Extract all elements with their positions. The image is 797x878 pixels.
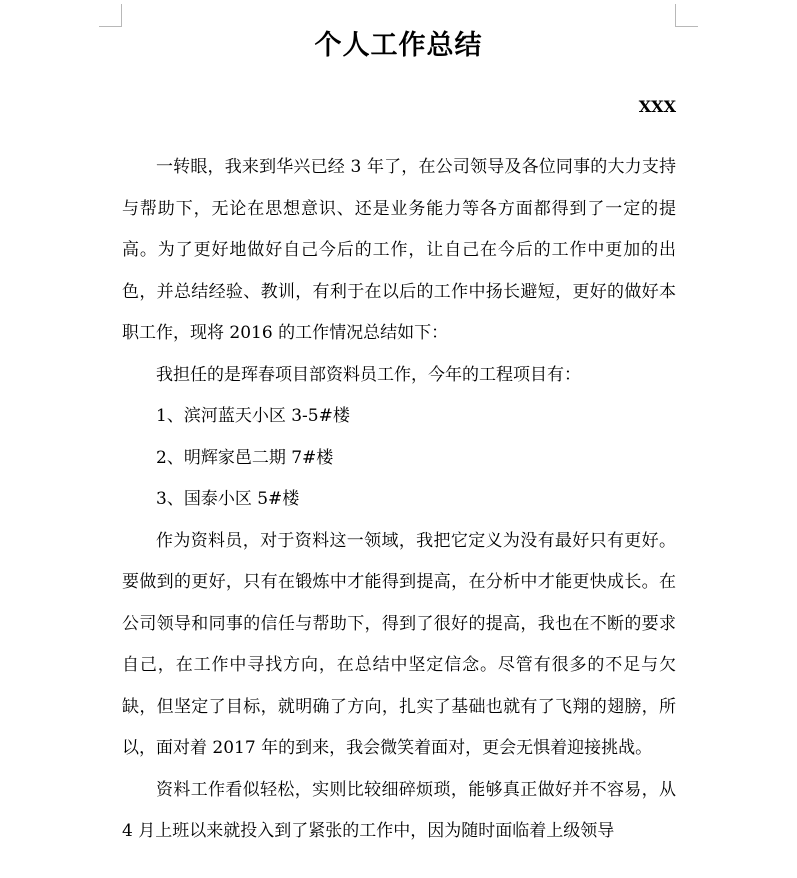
project-item-3: 3、国泰小区 5#楼 (156, 489, 300, 509)
document-title: 个人工作总结 (314, 30, 483, 61)
document-author: XXX (638, 97, 676, 116)
document-body (122, 147, 676, 853)
crop-mark-top-right (675, 4, 698, 27)
paragraph-projects-intro: 我担任的是珲春项目部资料员工作，今年的工程项目有： (156, 364, 581, 385)
project-item-1: 1、滨河蓝天小区 3-5#楼 (156, 406, 350, 426)
project-item-2: 2、明辉家邑二期 7#楼 (156, 447, 334, 468)
paragraph-intro: 一转眼，我来到华兴已经 3 年了，在公司领导及各位同事的大力支持与帮助下，无论在思想意识、还是业务能力等各方面都得到了一定的提高。为了更好地做好自己今后的工作，让自己在今后的工作中更加的出色，并总结经验、教训，有利于在以后的工作中扬长避短，更好的做好本职工作，现将 2016 的工作情况总结如下： (122, 157, 676, 343)
paragraph-role: 作为资料员，对于资料这一领域，我把它定义为没有最好只有更好。要做到的更好，只有在锻炼中才能得到提高，在分析中才能更快成长。在公司领导和同事的信任与帮助下，得到了很好的提高，我也在不断的要求自己，在工作中寻找方向，在总结中坚定信念。尽管有很多的不足与欠缺，但坚定了目标，就明确了方向，扎实了基础也就有了飞翔的翅膀，所以，面对着 2017 年的到来，我会微笑着面对，更会无惧着迎接挑战。 (122, 530, 676, 758)
crop-mark-top-left (99, 4, 122, 27)
paragraph-work: 资料工作看似轻松，实则比较细碎烦琐，能够真正做好并不容易，从 4 月上班以来就投入到了紧张的工作中，因为随时面临着上级领导 (122, 779, 676, 841)
